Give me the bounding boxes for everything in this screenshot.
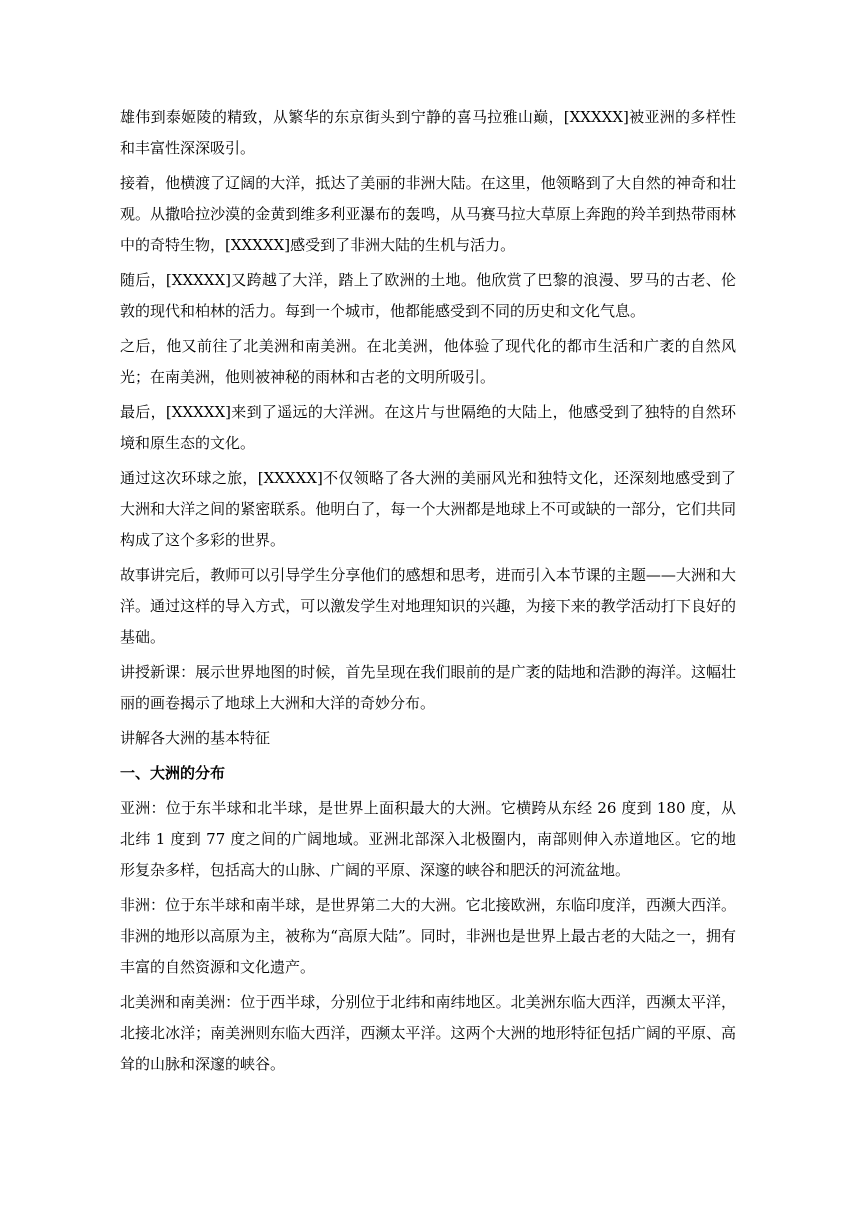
- paragraph-new-lesson: 讲授新课：展示世界地图的时候，首先呈现在我们眼前的是广袤的陆地和浩渺的海洋。这幅壮丽的画卷揭示了地球上大洲和大洋的奇妙分布。: [120, 663, 736, 712]
- document-body: [120, 102, 736, 1084]
- paragraph-asia-attraction: 雄伟到泰姬陵的精致，从繁华的东京街头到宁静的喜马拉雅山巅，[XXXXX]被亚洲的多样性和丰富性深深吸引。: [120, 108, 736, 157]
- paragraph-americas-journey: 之后，他又前往了北美洲和南美洲。在北美洲，他体验了现代化的都市生活和广袤的自然风光；在南美洲，他则被神秘的雨林和古老的文明所吸引。: [120, 337, 736, 386]
- paragraph-africa: 非洲：位于东半球和南半球，是世界第二大的大洲。它北接欧洲，东临印度洋，西濒大西洋。非洲的地形以高原为主，被称为“高原大陆”。同时，非洲也是世界上最古老的大陆之一，拥有丰富的自然资源和文化遗产。: [120, 896, 736, 976]
- paragraph-asia: 亚洲：位于东半球和北半球，是世界上面积最大的大洲。它横跨从东经 26 度到 180 度，从北纬 1 度到 77 度之间的广阔地域。亚洲北部深入北极圈内，南部则伸入赤道地区。它的地形复杂多样，包括高大的山脉、广阔的平原、深邃的峡谷和肥沃的河流盆地。: [120, 799, 736, 879]
- paragraph-europe-journey: 随后，[XXXXX]又跨越了大洋，踏上了欧洲的土地。他欣赏了巴黎的浪漫、罗马的古老、伦敦的现代和柏林的活力。每到一个城市，他都能感受到不同的历史和文化气息。: [120, 271, 736, 320]
- paragraph-journey-summary: 通过这次环球之旅，[XXXXX]不仅领略了各大洲的美丽风光和独特文化，还深刻地感受到了大洲和大洋之间的紧密联系。他明白了，每一个大洲都是地球上不可或缺的一部分，它们共同构成了这个多彩的世界。: [120, 469, 736, 549]
- paragraph-discussion: 故事讲完后，教师可以引导学生分享他们的感想和思考，进而引入本节课的主题——大洲和大洋。通过这样的导入方式，可以激发学生对地理知识的兴趣，为接下来的教学活动打下良好的基础。: [120, 566, 736, 646]
- paragraph-oceania-journey: 最后，[XXXXX]来到了遥远的大洋洲。在这片与世隔绝的大陆上，他感受到了独特的自然环境和原生态的文化。: [120, 403, 736, 452]
- section-heading: 一、大洲的分布: [120, 764, 226, 782]
- paragraph-americas: 北美洲和南美洲：位于西半球，分别位于北纬和南纬地区。北美洲东临大西洋，西濒太平洋，北接北冰洋；南美洲则东临大西洋，西濒太平洋。这两个大洲的地形特征包括广阔的平原、高耸的山脉和深邃的峡谷。: [120, 993, 736, 1073]
- paragraph-continent-features: 讲解各大洲的基本特征: [120, 729, 271, 747]
- paragraph-africa-journey: 接着，他横渡了辽阔的大洋，抵达了美丽的非洲大陆。在这里，他领略到了大自然的神奇和壮观。从撒哈拉沙漠的金黄到维多利亚瀑布的轰鸣，从马赛马拉大草原上奔跑的羚羊到热带雨林中的奇特生物，[XXXXX]感受到了非洲大陆的生机与活力。: [120, 174, 736, 254]
